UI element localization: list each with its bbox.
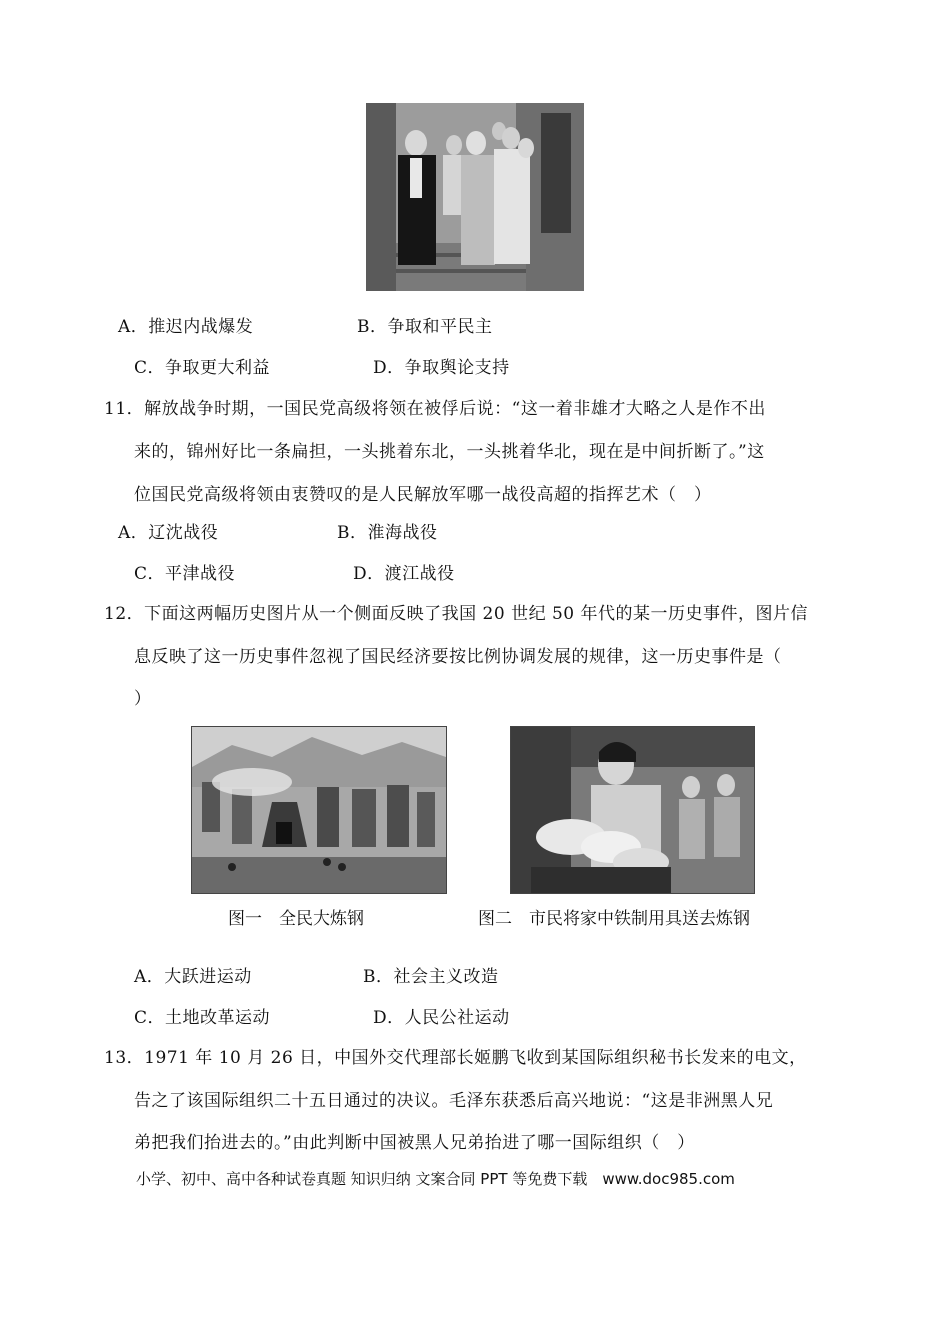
- figure2-iron-utensils-photo: [510, 726, 755, 894]
- historical-photo-group: [366, 103, 584, 291]
- q12-option-d: D．人民公社运动: [373, 1008, 510, 1028]
- q10-option-a: A．推迟内战爆发: [118, 317, 254, 337]
- q11-option-d: D．渡江战役: [353, 564, 455, 584]
- q10-option-b: B．争取和平民主: [357, 317, 493, 337]
- q13-line-3: 弟把我们抬进去的。”由此判断中国被黑人兄弟抬进了哪一国际组织（ ）: [134, 1133, 695, 1153]
- group-photo-illustration: [366, 103, 584, 291]
- q12-line-2: 息反映了这一历史事件忽视了国民经济要按比例协调发展的规律，这一历史事件是（: [134, 647, 782, 667]
- figure1-caption: 图一 全民大炼钢: [228, 909, 364, 929]
- q12-option-a: A．大跃进运动: [134, 967, 252, 987]
- q11-option-a: A．辽沈战役: [118, 523, 219, 543]
- q12-option-b: B．社会主义改造: [363, 967, 499, 987]
- q13-line-2: 告之了该国际组织二十五日通过的决议。毛泽东获悉后高兴地说：“这是非洲黑人兄: [134, 1091, 774, 1111]
- iron-utensils-illustration: [511, 727, 754, 893]
- q11-option-c: C．平津战役: [134, 564, 236, 584]
- q12-line-1: 12．下面这两幅历史图片从一个侧面反映了我国 20 世纪 50 年代的某一历史事件，图片信: [104, 604, 809, 624]
- figure2-caption: 图二 市民将家中铁制用具送去炼钢: [478, 909, 750, 929]
- q10-option-c: C．争取更大利益: [134, 358, 271, 378]
- q11-option-b: B．淮海战役: [337, 523, 438, 543]
- q12-option-c: C．土地改革运动: [134, 1008, 271, 1028]
- q10-option-d: D．争取舆论支持: [373, 358, 510, 378]
- q12-line-3: ）: [134, 689, 152, 709]
- q11-line-3: 位国民党高级将领由衷赞叹的是人民解放军哪一战役高超的指挥艺术（ ）: [134, 485, 712, 505]
- q11-line-1: 11．解放战争时期，一国民党高级将领在被俘后说：“这一着非雄才大略之人是作不出: [104, 399, 766, 419]
- steel-furnace-illustration: [192, 727, 446, 893]
- page-footer: 小学、初中、高中各种试卷真题 知识归纳 文案合同 PPT 等免费下载 www.doc985.com: [136, 1170, 735, 1188]
- q13-line-1: 13．1971 年 10 月 26 日，中国外交代理部长姬鹏飞收到某国际组织秘书长发来的电文，: [104, 1048, 807, 1068]
- figure1-steel-furnaces-photo: [191, 726, 447, 894]
- q11-line-2: 来的，锦州好比一条扁担，一头挑着东北，一头挑着华北，现在是中间折断了。”这: [134, 442, 765, 462]
